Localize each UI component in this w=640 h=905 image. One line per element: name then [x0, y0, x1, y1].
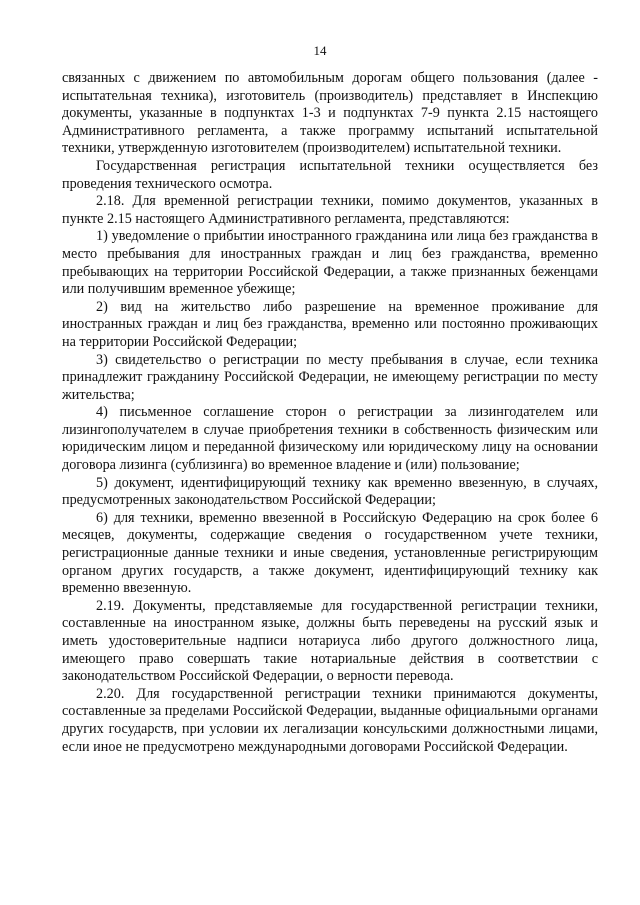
list-item-2-18-5: 5) документ, идентифицирующий технику как временно ввезенную, в случаях, предусмотренных законодательством Российской Федерации; [62, 474, 598, 509]
document-body [62, 70, 598, 756]
paragraph-2-18: 2.18. Для временной регистрации техники, помимо документов, указанных в пункте 2.15 настоящего Административного регламента, представляются: [62, 193, 598, 227]
paragraph-registration-without-inspection: Государственная регистрация испытательной техники осуществляется без проведения технического осмотра. [62, 157, 598, 192]
page-number: 14 [313, 43, 327, 58]
paragraph-2-20: 2.20. Для государственной регистрации техники принимаются документы, составленные за пределами Российской Федерации, выданные официальными органами других государств, при условии их легализации консульскими должностными лицами, если иное не предусмотрено международными договорами Российской Федерации. [62, 685, 598, 755]
list-item-2-18-1: 1) уведомление о прибытии иностранного гражданина или лица без гражданства в место пребывания для иностранных граждан и лиц без гражданства, временно пребывающих на территории Российской Федерации, а также признанных беженцами или получившим временное убежище; [62, 228, 598, 298]
list-item-2-18-4: 4) письменное соглашение сторон о регистрации за лизингодателем или лизингополучателем в случае приобретения техники в собственность физическим или юридическим лицом и переданной физическому или юридическому лицу на основании договора лизинга (сублизинга) во временное владение и (или) пользование; [62, 404, 598, 474]
list-item-2-18-2: 2) вид на жительство либо разрешение на временное проживание для иностранных граждан и лиц без гражданства, временно или постоянно проживающих на территории Российской Федерации; [62, 298, 598, 350]
paragraph-2-19: 2.19. Документы, представляемые для государственной регистрации техники, составленные на иностранном языке, должны быть переведены на русский язык и иметь удостоверительные надписи нотариуса либо другого должностного лица, имеющего право совершать такие нотариальные действия в соответствии с законодательством Российской Федерации, о верности перевода. [62, 597, 598, 685]
list-item-2-18-3: 3) свидетельство о регистрации по месту пребывания в случае, если техника принадлежит гражданину Российской Федерации, не имеющему регистрации по месту жительства; [62, 351, 598, 403]
paragraph-continuation: связанных с движением по автомобильным дорогам общего пользования (далее - испытательная техника), изготовитель (производитель) представляет в Инспекцию документы, указанные в подпунктах 1-3 и подпунктах 7-9 пункта 2.15 настоящего Административного регламента, а также программу испытаний испытательной техники, утвержденную изготовителем (производителем) испытательной техники. [62, 70, 598, 157]
list-item-2-18-6: 6) для техники, временно ввезенной в Российскую Федерацию на срок более 6 месяцев, документы, содержащие сведения о государственном учете техники, регистрационные данные техники и иные сведения, установленные регистрирующим органом других государств, а также документ, идентифицирующий технику как временно ввезенную. [62, 509, 598, 597]
